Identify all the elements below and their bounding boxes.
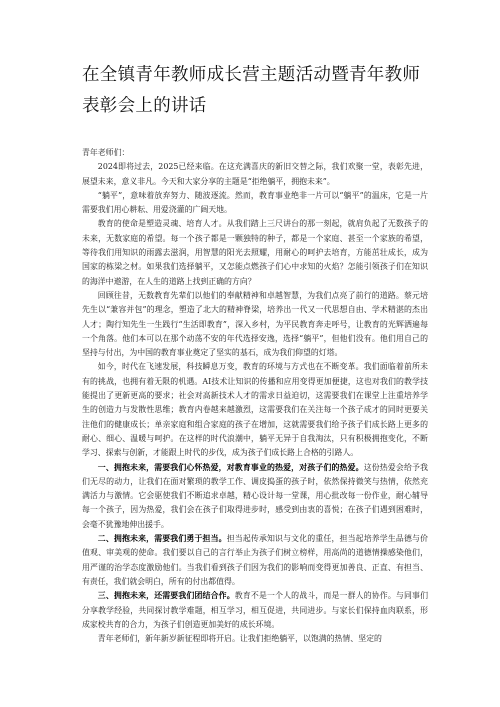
section-heading-3: 三、拥抱未来，还需要我们团结合作。 — [97, 591, 235, 601]
paragraph-9 — [82, 632, 428, 646]
paragraph-5 — [82, 360, 428, 460]
paragraph-text: 这份热爱会给予我们无尽的动力，让我们在面对繁琐的教学工作、调皮捣蛋的孩子时，依然保持微笑与热情，依然充满活力与激情。它会驱使我们不断追求卓越，精心设计每一堂课，用心批改每一份作业，耐心辅导每一个孩子，因为热爱，我们会在孩子们取得进步时，感受到由衷的喜悦；在孩子们遇到困难时，会毫不犹豫地伸出援手。 — [82, 462, 428, 529]
paragraph-2 — [82, 189, 428, 218]
paragraph-6 — [82, 461, 428, 532]
section-heading-2: 二、拥抱未来，需要我们勇于担当。 — [97, 534, 227, 544]
paragraph-4 — [82, 289, 428, 360]
paragraph-text: “躺平”，意味着放弃努力、随波逐流。然而，教育事业绝非一片可以“躺平”的温床，它是一片需要我们用心耕耘、用爱浇灌的广阔天地。 — [82, 190, 428, 215]
document-page — [82, 60, 428, 646]
speech-title: 在全镇青年教师成长营主题活动暨青年教师表彰会上的讲话 — [82, 65, 421, 116]
paragraph-text: 青年老师们，新年新岁新征程即将开启。让我们拒绝躺平，以饱满的热情、坚定的 — [97, 634, 382, 644]
paragraph-7 — [82, 532, 428, 589]
section-heading-1: 一、拥抱未来，需要我们心怀热爱，对教育事业的热爱，对孩子们的热爱。 — [97, 462, 364, 472]
paragraph-text: 教育的使命是塑造灵魂、培育人才。从我们踏上三尺讲台的那一刻起，就肩负起了无数孩子的未来，无数家庭的希望。每一个孩子都是一颗独特的种子，都是一个家庭、甚至一个家族的希望，等待我们用知识的雨露去滋润，用智慧的阳光去照耀，用耐心的呵护去培育，方能茁壮成长，成为国家的栋梁之材。如果我们选择躺平，又怎能点燃孩子们心中求知的火焰？怎能引领孩子们在知识的海洋中遨游，在人生的道路上找到正确的方向？ — [82, 219, 428, 286]
paragraph-text: 教育不是一个人的战斗，而是一群人的协作。与同事们分享教学经验，共同探讨教学难题，相互学习，相互促进，共同进步。与家长们保持血肉联系，形成家校共育的合力，为孩子们创造更加美好的成长环境。 — [82, 591, 428, 629]
paragraph-text: 回顾往昔，无数教育先辈们以他们的奉献精神和卓越智慧，为我们点亮了前行的道路。蔡元培先生以“兼容并包”的理念，塑造了北大的精神脊梁，培养出一代又一代思想自由、学术精湛的杰出人才；陶行知先生一生践行“生活即教育”，深入乡村，为平民教育奔走呼号，让教育的光辉洒遍每一个角落。他们本可以在那个动荡不安的年代选择安逸，选择“躺平”，但他们没有。他们用自己的坚持与付出，为中国的教育事业奠定了坚实的基石，成为我们仰望的灯塔。 — [82, 290, 428, 358]
speech-body — [82, 146, 428, 646]
paragraph-1 — [82, 160, 428, 189]
paragraph-text: 如今，时代在飞速发展，科技瞬息万变，教育的环境与方式也在不断变革。我们面临着前所未有的挑战，也拥有着无限的机遇。AI技术让知识的传播和应用变得更加便捷，这也对我们的教学技能提出了更新更高的要求；社会对高新技术人才的需求日益迫切，这需要我们在课堂上注重培养学生的创造力与发散性思维；教育内卷越来越激烈，这需要我们在关注每一个孩子成才的同时更要关注他们的健康成长；单亲家庭和组合家庭的孩子在增加，这就需要我们给予孩子们成长路上更多的耐心、细心、温暖与呵护。在这样的时代浪潮中，躺平无异于自我淘汰，只有积极拥抱变化，不断学习、探索与创新，才能跟上时代的步伐，成为孩子们成长路上合格的引路人。 — [82, 362, 428, 458]
paragraph-8 — [82, 589, 428, 632]
paragraph-text: 2024即将过去，2025已经来临。在这充满喜庆的新旧交替之际，我们欢聚一堂，表彰先进，展望未来，意义非凡。今天和大家分享的主题是“拒绝躺平，拥抱未来”。 — [82, 162, 428, 186]
paragraph-text: 担当起传承知识与文化的重任，担当起培养学生品德与价值观、审美观的使命。我们要以自己的言行举止为孩子们树立榜样，用高尚的道德情操感染他们，用严谨的治学态度激励他们。当我们看到孩子们因为我们的影响而变得更加善良、正直、有担当、有责任，我们就会明白，所有的付出都值得。 — [82, 534, 428, 586]
paragraph-3 — [82, 217, 428, 288]
greeting: 青年老师们： — [82, 148, 130, 157]
